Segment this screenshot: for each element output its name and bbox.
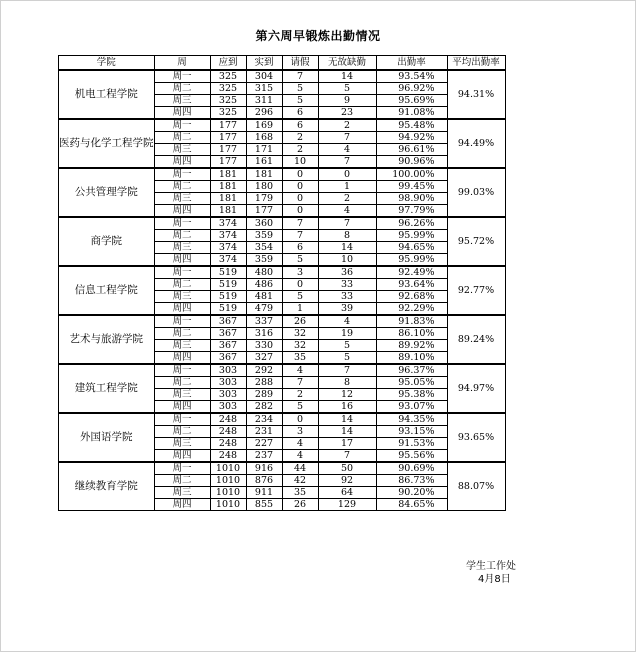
college-avg-rate: 89.24% — [447, 315, 505, 364]
cell-leave: 2 — [282, 144, 318, 156]
cell-expected: 519 — [210, 291, 246, 303]
cell-rate: 96.61% — [376, 144, 447, 156]
college-name: 外国语学院 — [59, 413, 155, 462]
cell-rate: 95.99% — [376, 254, 447, 267]
cell-rate: 96.37% — [376, 364, 447, 377]
cell-rate: 89.92% — [376, 340, 447, 352]
cell-present: 876 — [246, 475, 282, 487]
cell-expected: 177 — [210, 119, 246, 132]
cell-absent: 14 — [318, 70, 376, 83]
cell-absent: 5 — [318, 352, 376, 365]
page-title: 第六周早锻炼出勤情况 — [255, 29, 381, 43]
cell-present: 231 — [246, 426, 282, 438]
cell-week: 周三 — [154, 193, 210, 205]
cell-present: 480 — [246, 266, 282, 279]
cell-absent: 23 — [318, 107, 376, 120]
header-rate: 出勤率 — [376, 56, 447, 71]
cell-expected: 1010 — [210, 475, 246, 487]
issue-date: 4月8日 — [478, 574, 511, 585]
cell-week: 周二 — [154, 475, 210, 487]
cell-leave: 32 — [282, 328, 318, 340]
cell-present: 304 — [246, 70, 282, 83]
cell-week: 周二 — [154, 377, 210, 389]
cell-leave: 0 — [282, 181, 318, 193]
cell-present: 311 — [246, 95, 282, 107]
cell-leave: 6 — [282, 119, 318, 132]
cell-expected: 248 — [210, 450, 246, 463]
header-avg-rate: 平均出勤率 — [447, 56, 505, 71]
cell-week: 周四 — [154, 156, 210, 169]
cell-absent: 129 — [318, 499, 376, 511]
cell-present: 481 — [246, 291, 282, 303]
cell-week: 周四 — [154, 107, 210, 120]
cell-leave: 4 — [282, 450, 318, 463]
college-avg-rate: 94.49% — [447, 119, 505, 168]
cell-leave: 6 — [282, 107, 318, 120]
college-avg-rate: 95.72% — [447, 217, 505, 266]
cell-absent: 92 — [318, 475, 376, 487]
cell-rate: 86.10% — [376, 328, 447, 340]
cell-absent: 9 — [318, 95, 376, 107]
cell-rate: 93.07% — [376, 401, 447, 414]
college-avg-rate: 92.77% — [447, 266, 505, 315]
cell-week: 周四 — [154, 401, 210, 414]
cell-present: 316 — [246, 328, 282, 340]
cell-expected: 303 — [210, 401, 246, 414]
college-avg-rate: 99.03% — [447, 168, 505, 217]
table-row — [59, 315, 506, 328]
cell-rate: 92.68% — [376, 291, 447, 303]
cell-rate: 95.38% — [376, 389, 447, 401]
cell-present: 171 — [246, 144, 282, 156]
cell-expected: 325 — [210, 95, 246, 107]
cell-expected: 181 — [210, 205, 246, 218]
cell-absent: 36 — [318, 266, 376, 279]
cell-absent: 19 — [318, 328, 376, 340]
cell-rate: 90.69% — [376, 462, 447, 475]
college-avg-rate: 94.97% — [447, 364, 505, 413]
header-leave: 请假 — [282, 56, 318, 71]
college-avg-rate: 88.07% — [447, 462, 505, 511]
college-name: 公共管理学院 — [59, 168, 155, 217]
cell-leave: 10 — [282, 156, 318, 169]
cell-expected: 374 — [210, 217, 246, 230]
cell-rate: 90.96% — [376, 156, 447, 169]
header-absent: 无故缺勤 — [318, 56, 376, 71]
cell-present: 180 — [246, 181, 282, 193]
cell-week: 周三 — [154, 340, 210, 352]
cell-absent: 10 — [318, 254, 376, 267]
cell-expected: 181 — [210, 181, 246, 193]
cell-absent: 17 — [318, 438, 376, 450]
cell-week: 周一 — [154, 413, 210, 426]
cell-leave: 5 — [282, 254, 318, 267]
cell-absent: 64 — [318, 487, 376, 499]
cell-present: 237 — [246, 450, 282, 463]
cell-week: 周一 — [154, 315, 210, 328]
cell-expected: 519 — [210, 266, 246, 279]
table-row — [59, 119, 506, 132]
cell-expected: 177 — [210, 156, 246, 169]
cell-rate: 92.29% — [376, 303, 447, 316]
cell-leave: 7 — [282, 217, 318, 230]
cell-absent: 2 — [318, 119, 376, 132]
cell-present: 169 — [246, 119, 282, 132]
table-row — [59, 413, 506, 426]
cell-expected: 303 — [210, 377, 246, 389]
cell-expected: 519 — [210, 303, 246, 316]
cell-expected: 367 — [210, 328, 246, 340]
cell-expected: 303 — [210, 364, 246, 377]
cell-leave: 44 — [282, 462, 318, 475]
cell-present: 292 — [246, 364, 282, 377]
header-expected: 应到 — [210, 56, 246, 71]
cell-present: 916 — [246, 462, 282, 475]
header-college: 学院 — [59, 56, 155, 71]
cell-rate: 93.64% — [376, 279, 447, 291]
cell-expected: 374 — [210, 230, 246, 242]
cell-absent: 33 — [318, 291, 376, 303]
cell-leave: 1 — [282, 303, 318, 316]
cell-week: 周一 — [154, 168, 210, 181]
cell-week: 周一 — [154, 462, 210, 475]
cell-rate: 91.53% — [376, 438, 447, 450]
cell-week: 周四 — [154, 254, 210, 267]
cell-leave: 0 — [282, 279, 318, 291]
cell-present: 479 — [246, 303, 282, 316]
cell-present: 289 — [246, 389, 282, 401]
cell-rate: 93.15% — [376, 426, 447, 438]
cell-leave: 4 — [282, 438, 318, 450]
cell-absent: 50 — [318, 462, 376, 475]
cell-expected: 177 — [210, 132, 246, 144]
cell-leave: 7 — [282, 70, 318, 83]
cell-expected: 325 — [210, 107, 246, 120]
college-name: 建筑工程学院 — [59, 364, 155, 413]
cell-absent: 14 — [318, 413, 376, 426]
header-week: 周 — [154, 56, 210, 71]
cell-expected: 303 — [210, 389, 246, 401]
cell-expected: 367 — [210, 315, 246, 328]
cell-present: 486 — [246, 279, 282, 291]
cell-rate: 95.99% — [376, 230, 447, 242]
cell-expected: 248 — [210, 438, 246, 450]
cell-rate: 94.92% — [376, 132, 447, 144]
college-avg-rate: 94.31% — [447, 70, 505, 119]
cell-rate: 100.00% — [376, 168, 447, 181]
header-row — [59, 56, 506, 71]
cell-leave: 0 — [282, 168, 318, 181]
cell-week: 周一 — [154, 119, 210, 132]
cell-week: 周四 — [154, 450, 210, 463]
college-name: 机电工程学院 — [59, 70, 155, 119]
cell-expected: 181 — [210, 193, 246, 205]
cell-absent: 0 — [318, 168, 376, 181]
cell-expected: 1010 — [210, 499, 246, 511]
cell-leave: 0 — [282, 205, 318, 218]
cell-week: 周三 — [154, 291, 210, 303]
cell-leave: 32 — [282, 340, 318, 352]
cell-absent: 7 — [318, 217, 376, 230]
cell-present: 234 — [246, 413, 282, 426]
cell-expected: 177 — [210, 144, 246, 156]
cell-week: 周二 — [154, 426, 210, 438]
cell-leave: 5 — [282, 95, 318, 107]
cell-absent: 5 — [318, 340, 376, 352]
cell-rate: 84.65% — [376, 499, 447, 511]
cell-present: 360 — [246, 217, 282, 230]
cell-week: 周四 — [154, 499, 210, 511]
cell-present: 282 — [246, 401, 282, 414]
college-avg-rate: 93.65% — [447, 413, 505, 462]
cell-leave: 2 — [282, 389, 318, 401]
table-row — [59, 364, 506, 377]
college-name: 信息工程学院 — [59, 266, 155, 315]
cell-week: 周二 — [154, 181, 210, 193]
cell-expected: 374 — [210, 254, 246, 267]
cell-absent: 39 — [318, 303, 376, 316]
cell-rate: 94.35% — [376, 413, 447, 426]
cell-leave: 5 — [282, 291, 318, 303]
attendance-body — [59, 70, 506, 511]
cell-rate: 96.92% — [376, 83, 447, 95]
cell-leave: 6 — [282, 242, 318, 254]
cell-absent: 7 — [318, 132, 376, 144]
table-row — [59, 70, 506, 83]
cell-expected: 325 — [210, 70, 246, 83]
cell-rate: 93.54% — [376, 70, 447, 83]
cell-present: 354 — [246, 242, 282, 254]
cell-present: 911 — [246, 487, 282, 499]
table-row — [59, 168, 506, 181]
cell-rate: 99.45% — [376, 181, 447, 193]
college-name: 医药与化学工程学院 — [59, 119, 155, 168]
cell-present: 181 — [246, 168, 282, 181]
cell-absent: 33 — [318, 279, 376, 291]
cell-absent: 8 — [318, 377, 376, 389]
cell-rate: 91.08% — [376, 107, 447, 120]
table-row — [59, 266, 506, 279]
cell-week: 周三 — [154, 144, 210, 156]
cell-present: 330 — [246, 340, 282, 352]
cell-week: 周二 — [154, 132, 210, 144]
cell-rate: 94.65% — [376, 242, 447, 254]
cell-week: 周三 — [154, 438, 210, 450]
cell-week: 周二 — [154, 83, 210, 95]
issuer-office: 学生工作处 — [466, 561, 516, 572]
cell-rate: 89.10% — [376, 352, 447, 365]
cell-week: 周二 — [154, 328, 210, 340]
cell-rate: 97.79% — [376, 205, 447, 218]
cell-leave: 0 — [282, 413, 318, 426]
header-present: 实到 — [246, 56, 282, 71]
cell-week: 周四 — [154, 303, 210, 316]
college-name: 继续教育学院 — [59, 462, 155, 511]
cell-present: 179 — [246, 193, 282, 205]
cell-present: 161 — [246, 156, 282, 169]
cell-leave: 7 — [282, 230, 318, 242]
cell-leave: 5 — [282, 83, 318, 95]
cell-expected: 367 — [210, 352, 246, 365]
cell-rate: 92.49% — [376, 266, 447, 279]
cell-week: 周三 — [154, 242, 210, 254]
cell-absent: 2 — [318, 193, 376, 205]
cell-present: 315 — [246, 83, 282, 95]
cell-present: 855 — [246, 499, 282, 511]
cell-leave: 26 — [282, 315, 318, 328]
cell-expected: 1010 — [210, 487, 246, 499]
cell-expected: 367 — [210, 340, 246, 352]
cell-present: 337 — [246, 315, 282, 328]
cell-week: 周一 — [154, 217, 210, 230]
cell-week: 周三 — [154, 95, 210, 107]
cell-week: 周二 — [154, 279, 210, 291]
cell-leave: 4 — [282, 364, 318, 377]
cell-absent: 5 — [318, 83, 376, 95]
cell-rate: 98.90% — [376, 193, 447, 205]
table-row — [59, 217, 506, 230]
cell-week: 周一 — [154, 266, 210, 279]
cell-expected: 374 — [210, 242, 246, 254]
cell-absent: 7 — [318, 450, 376, 463]
cell-leave: 0 — [282, 193, 318, 205]
cell-absent: 4 — [318, 315, 376, 328]
cell-absent: 16 — [318, 401, 376, 414]
cell-absent: 4 — [318, 144, 376, 156]
cell-rate: 95.05% — [376, 377, 447, 389]
cell-present: 227 — [246, 438, 282, 450]
cell-absent: 7 — [318, 156, 376, 169]
cell-week: 周三 — [154, 389, 210, 401]
cell-rate: 90.20% — [376, 487, 447, 499]
college-name: 艺术与旅游学院 — [59, 315, 155, 364]
cell-week: 周一 — [154, 364, 210, 377]
cell-week: 周三 — [154, 487, 210, 499]
cell-absent: 12 — [318, 389, 376, 401]
cell-leave: 42 — [282, 475, 318, 487]
cell-absent: 8 — [318, 230, 376, 242]
cell-present: 288 — [246, 377, 282, 389]
cell-leave: 26 — [282, 499, 318, 511]
attendance-table — [58, 55, 506, 511]
cell-expected: 181 — [210, 168, 246, 181]
cell-rate: 86.73% — [376, 475, 447, 487]
cell-absent: 4 — [318, 205, 376, 218]
cell-expected: 1010 — [210, 462, 246, 475]
cell-expected: 519 — [210, 279, 246, 291]
cell-rate: 91.83% — [376, 315, 447, 328]
cell-expected: 248 — [210, 426, 246, 438]
cell-present: 177 — [246, 205, 282, 218]
cell-present: 359 — [246, 230, 282, 242]
cell-present: 359 — [246, 254, 282, 267]
cell-expected: 325 — [210, 83, 246, 95]
college-name: 商学院 — [59, 217, 155, 266]
cell-expected: 248 — [210, 413, 246, 426]
cell-present: 296 — [246, 107, 282, 120]
cell-rate: 95.69% — [376, 95, 447, 107]
cell-leave: 7 — [282, 377, 318, 389]
cell-present: 327 — [246, 352, 282, 365]
cell-leave: 2 — [282, 132, 318, 144]
cell-leave: 35 — [282, 487, 318, 499]
cell-week: 周四 — [154, 352, 210, 365]
cell-absent: 14 — [318, 426, 376, 438]
cell-leave: 3 — [282, 266, 318, 279]
cell-absent: 7 — [318, 364, 376, 377]
table-row — [59, 462, 506, 475]
cell-leave: 3 — [282, 426, 318, 438]
cell-rate: 95.56% — [376, 450, 447, 463]
cell-leave: 5 — [282, 401, 318, 414]
cell-week: 周一 — [154, 70, 210, 83]
cell-leave: 35 — [282, 352, 318, 365]
cell-present: 168 — [246, 132, 282, 144]
cell-rate: 96.26% — [376, 217, 447, 230]
cell-rate: 95.48% — [376, 119, 447, 132]
cell-week: 周四 — [154, 205, 210, 218]
cell-absent: 1 — [318, 181, 376, 193]
cell-week: 周二 — [154, 230, 210, 242]
cell-absent: 14 — [318, 242, 376, 254]
